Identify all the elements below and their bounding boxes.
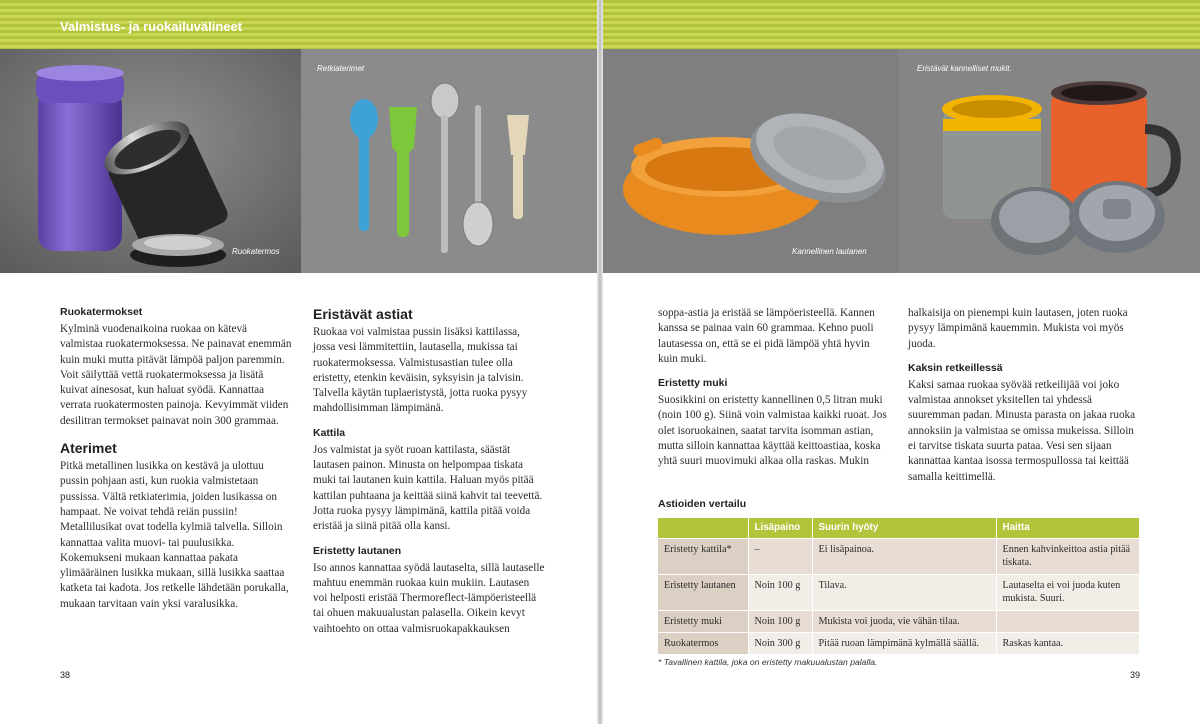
heading-kattila: Kattila [313,426,346,439]
photo-retkiaterimet [301,49,597,273]
section-title: Valmistus- ja ruokailuvälineet [60,19,243,34]
heading-eristavat-astiat: Eristävät astiat [313,306,413,322]
table-cell: Tilava. [812,574,996,610]
heading-eristetty-muki: Eristetty muki [658,377,728,390]
table-header-row [658,518,1140,538]
column-2 [313,306,545,637]
table-cell: Eristetty kattila* [658,538,748,574]
table-title: Astioiden vertailu [658,498,747,510]
paragraph-muki-continued: halkaisija on pienempi kuin lautasen, joten ruoka pysyy lämpimänä kauemmin. Mukista voi myös juoda. [908,307,1128,350]
table-cell: Pitää ruoan lämpimänä kylmällä säällä. [812,632,996,654]
heading-kaksin-retkeillessa: Kaksin retkeillessä [908,361,1003,374]
page-number-left: 38 [60,670,71,680]
table-row [658,574,1140,610]
table-header-cell: Haitta [996,518,1140,538]
paragraph-eristetty-lautanen: Iso annos kannattaa syödä lautaselta, sillä lautaselle mahtuu enemmän ruokaa kuin mukiin. Lautasen voi helposti eristää Thermoreflect-lämpöeristeellä tai ohuen makuualustan palasella. Oikein kevyt vaihtoehto on ottaa valmisruokapakkauksen [313,561,545,635]
column-1 [60,306,292,612]
table-cell: Ei lisäpainoa. [812,538,996,574]
table-cell: Mukista voi juoda, vie vähän tilaa. [812,610,996,632]
caption-mukit: Eristävät kannelliset mukit. [917,64,1012,73]
paragraph-kaksin-retkeillessa: Kaksi samaa ruokaa syövää retkeilijää voi joko valmistaa annokset yksitellen tai yhdessä suuremman padan. Minusta parasta on jakaa ruoka annoksiin ja valmistaa se omissa mukeissa. Silloin ei tarvitse tiskata suurta pataa. Vesi sen sijaan kannattaa kantaa isossa termospullossa tai keittää samalla keittimellä. [908,378,1136,483]
table-cell: – [748,538,812,574]
table-row [658,538,1140,574]
table-header-cell: Lisäpaino [748,518,812,538]
paragraph-eristavat-astiat: Ruokaa voi valmistaa pussin lisäksi kattilassa, jossa vesi lämmitettiin, lautasella, mukissa tai ruokatermoksessa. Valmistusastian tulee olla eristetty, etenkin keväisin, syksyisin ja talvisin. Talvella käytän tuplaeristystä, jotta ruoka pysyy mahdollisimman lämpimänä. [313,326,528,415]
table-cell: Noin 100 g [748,574,812,610]
table-cell: Eristetty lautanen [658,574,748,610]
page-number-right: 39 [1130,670,1141,680]
table-cell: Noin 300 g [748,632,812,654]
photo-mukit [899,49,1200,273]
table-row [658,610,1140,632]
photo-ruokatermos [0,49,301,273]
table-footnote: * Tavallinen kattila, joka on eristetty makuualustan palalla. [658,657,878,667]
table-cell: Ennen kahvinkeittoa astia pitää tiskata. [996,538,1140,574]
column-3 [658,306,890,470]
column-4 [908,306,1140,485]
page-gutter [597,0,603,724]
table-header-cell [658,518,748,538]
heading-eristetty-lautanen: Eristetty lautanen [313,544,402,557]
paragraph-ruokatermokset: Kylminä vuodenaikoina ruokaa on kätevä valmistaa ruokatermoksessa. Ne painavat enemmän kuin muki mutta pitävät lämpöä paljon paremmin. Voit säilyttää vettä ruokatermoksessa ja lisätä kuivat ainesosat, kun haluat syödä. Kannattaa verrata ruokatermosten painoja. Kevyimmät viiden desilitran termokset painavat noin 300 grammaa. [60,323,292,427]
heading-ruokatermokset: Ruokatermokset [60,306,143,318]
table-cell: Lautaselta ei voi juoda kuten mukista. Suuri. [996,574,1140,610]
paragraph-aterimet: Pitkä metallinen lusikka on kestävä ja ulottuu pussin pohjaan asti, kun ruokia valmistetaan pussissa. Vältä retkiaterimia, joiden lusikassa on hampaat. Ne voivat tehdä reiän pussiin! Metallilusikat ovat todella kylmiä talvella. Silloin kannattaa valita muovi- tai puulusikka. Kokemukseni mukaan kannattaa pakata ylimääräinen lusikka mukaan, sillä lusikka saattaa katketa tai kadota. Jos retkelle lähdetään porukalla, mukaan tarvitaan vain yksi varalusikka. [60,460,289,610]
table-cell [996,610,1140,632]
table-cell: Eristetty muki [658,610,748,632]
table-cell: Noin 100 g [748,610,812,632]
table-cell: Ruokatermos [658,632,748,654]
paragraph-eristetty-muki: Suosikkini on eristetty kannellinen 0,5 litran muki (noin 100 g). Siinä voin valmistaa kaikki ruoat. Jos olet isoruokainen, saatat tarvita isomman astian, mutta silloin kannattaa käyttää keittoastiaa, koska yhtä suuri muovimuki alkaa olla raskas. Mukin [658,394,887,468]
paragraph-kattila: Jos valmistat ja syöt ruoan kattilasta, säästät lautasen painon. Minusta on helpompaa tiskata muki tai lautanen kuin kattila. Haluan myös pitää kattilan puhtaana ja keittää siinä kahvit tai teevettä. Jotta ruoka pysyy lämpimänä, kattila pitää voida eristää ja siinä pitää olla kansi. [313,443,543,533]
caption-ruokatermos: Ruokatermos [232,247,280,256]
table-row [658,632,1140,654]
photo-kannellinen-lautanen [603,49,899,273]
heading-aterimet: Aterimet [60,440,117,457]
paragraph-lautanen-continued: soppa-astia ja eristää se lämpöeristeellä. Kannen kanssa se painaa vain 60 grammaa. Kehno puoli lautasessa on, että se ei pidä lämpöä yhtä hyvin kuin muki. [658,307,875,365]
table-cell: Raskas kantaa. [996,632,1140,654]
table-header-cell: Suurin hyöty [812,518,996,538]
caption-retkiaterimet: Retkiaterimet [317,64,365,73]
comparison-table [658,518,1140,654]
caption-kannellinen-lautanen: Kannellinen lautanen [792,247,867,256]
